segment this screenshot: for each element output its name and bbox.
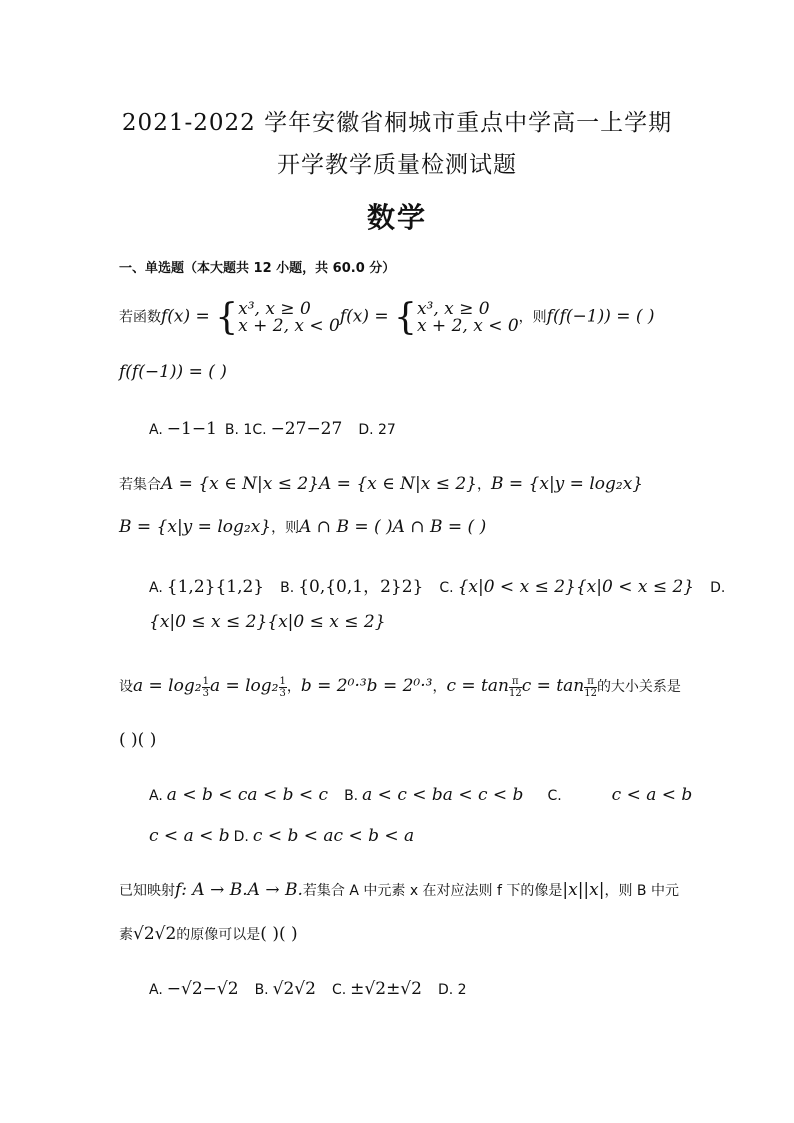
question-1-stem: 若函数f(x) = { x³, x ≥ 0 x + 2, x < 0 f(x) = { x³, x ≥ 0 x + 2, x < 0 ，则f(f(−1)) = ( ): [119, 297, 655, 338]
subject-title: 数学: [366, 201, 427, 234]
question-4-stem: 已知映射f: A → B.A → B.若集合 A 中元素 x 在对应法则 f 下的像是|x||x|，则 B 中元: [119, 880, 679, 900]
piecewise-function-repeat: x³, x ≥ 0 x + 2, x < 0: [416, 299, 519, 336]
question-2-options: A. {1,2}{1,2} B. {0,{0,1，2}2} C. {x|0 < x ≤ 2}{x|0 < x ≤ 2} D.: [149, 577, 726, 597]
question-4-stem-cont: 素√2√2的原像可以是( )( ): [119, 924, 298, 944]
question-1-options: A. −1−1 B. 1C. −27−27 D. 27: [149, 419, 396, 439]
question-2-stem: 若集合A = {x ∈ N|x ≤ 2}A = {x ∈ N|x ≤ 2}，B = {x|y = log₂x}: [119, 474, 644, 494]
exam-title-line2: 开学教学质量检测试题: [277, 152, 517, 178]
question-2-option-d: {x|0 ≤ x ≤ 2}{x|0 ≤ x ≤ 2}: [149, 612, 386, 632]
question-3-stem: 设a = log₂ $\frac{1}{3}$ a = log₂ $\frac{1}{3}$ ，b = 2⁰·³b = 2⁰·³，c = tan $\frac{\pi}{12}$ c = tan $\frac{\pi}{12}$ 的大小关系是: [119, 676, 681, 699]
question-3-options: A. a < b < ca < b < c B. a < c < ba < c < b C. c < a < b: [149, 785, 693, 805]
question-4-options: A. −√2−√2 B. √2√2 C. ±√2±√2 D. 2: [149, 979, 467, 999]
exam-title-line1: 2021-2022 学年安徽省桐城市重点中学高一上学期: [121, 110, 673, 136]
question-3-options-cont: c < a < b D. c < b < ac < b < a: [149, 826, 415, 846]
piecewise-function: x³, x ≥ 0 x + 2, x < 0: [238, 299, 340, 336]
section-heading: 一、单选题（本大题共 12 小题，共 60.0 分）: [119, 261, 396, 276]
question-2-stem-cont: B = {x|y = log₂x}，则A ∩ B = ( )A ∩ B = ( ): [119, 517, 487, 537]
question-1-repeat: f(f(−1)) = ( ): [119, 362, 227, 382]
question-3-paren: ( )( ): [119, 730, 157, 750]
